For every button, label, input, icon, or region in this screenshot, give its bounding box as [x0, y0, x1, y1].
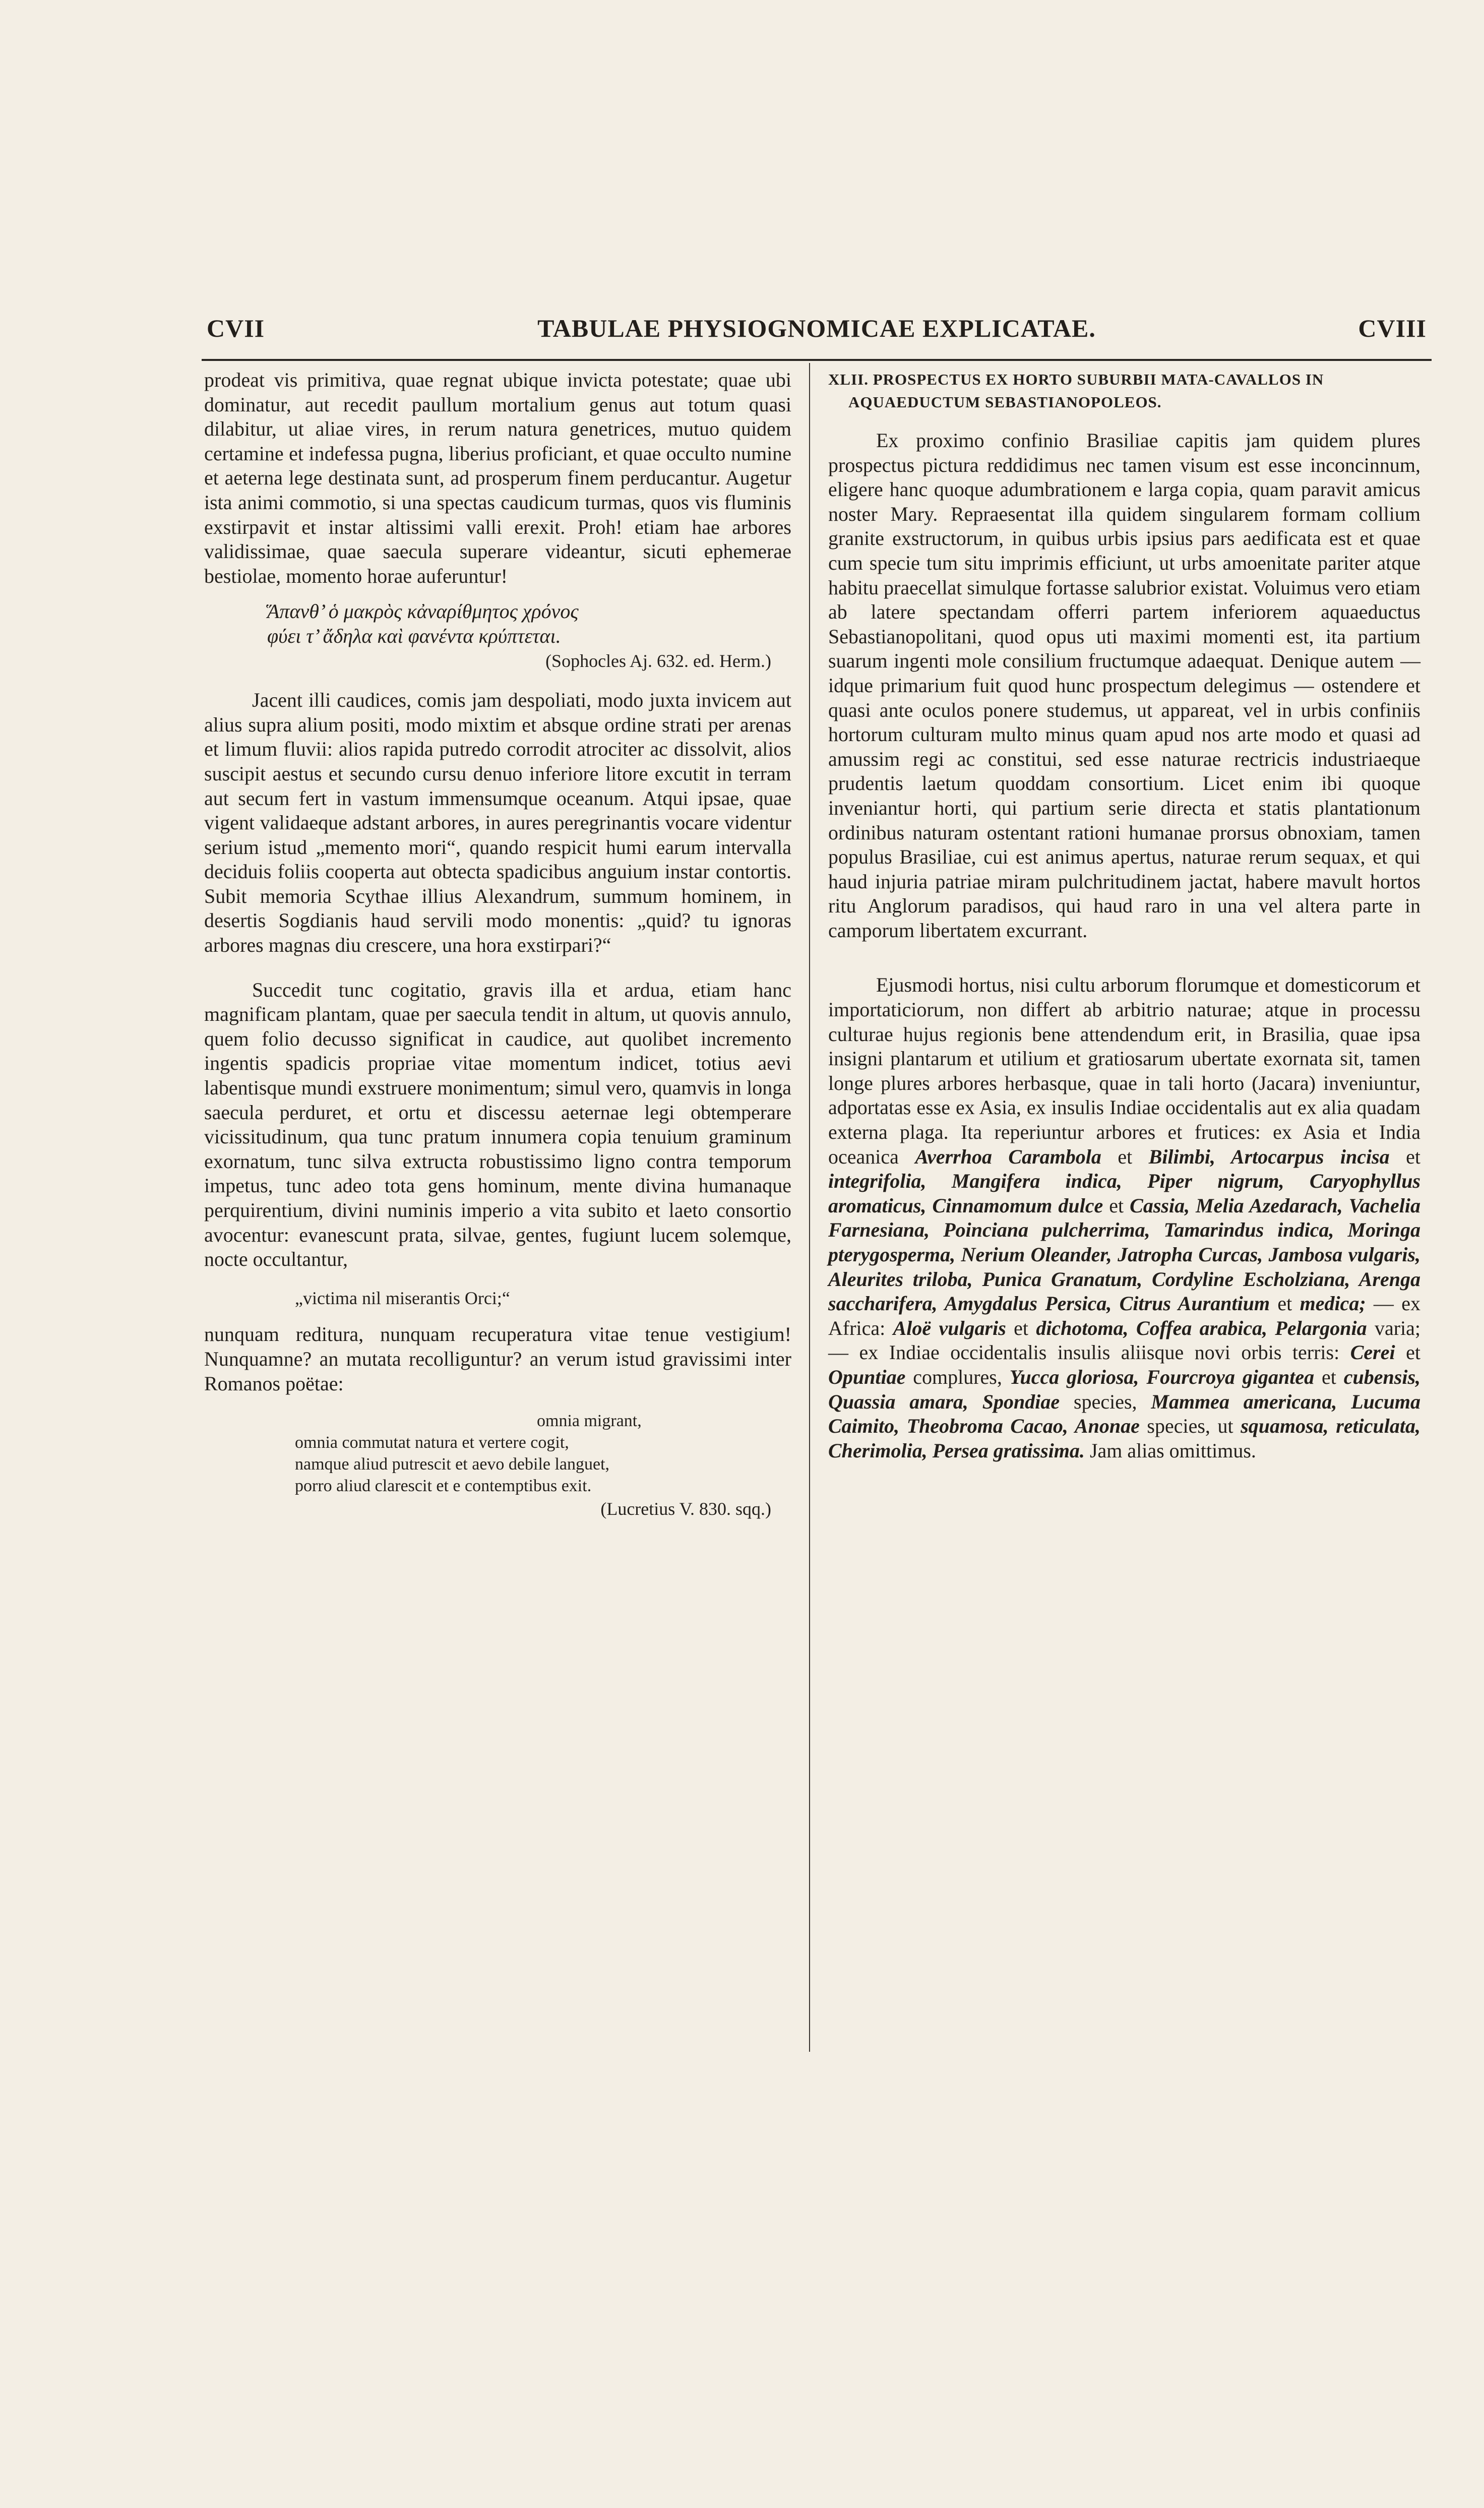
header-rule — [202, 359, 1432, 361]
paragraph: Succedit tunc cogitatio, gravis illa et ardua, etiam hanc magnificam plantam, quae per saecula tendit in altum, ut quovis annulo, quem folio decusso significat in caudice, aut quolibet incremento ingentis spadicis propriae vitae momentum indicet, totius aevi labentisque mundi exstruere monimentum; simul vero, quamvis in longa saecula perduret, et ortu et discessu aeternae legi obtemperare vicissitudinum, qua tunc pratum innumera copia tenuium graminum exornatum, tunc silva extructa robustissimo ligno contra temporum impetus, tunc adeo tota gens hominum, mente divina humanaque perquirentium, divini numinis imperio a vita subito et laeto consortio avocentur: evanescunt prata, silvae, gentes, fugiunt lucem solemque, nocte occultantur, — [204, 978, 791, 1271]
running-title: TABULAE PHYSIOGNOMICAE EXPLICATAE. — [537, 314, 1096, 342]
poem-line: omnia commutat natura et vertere cogit, — [295, 1433, 569, 1452]
paragraph: Ex proximo confinio Brasiliae capitis jam quidem plures prospectus pictura reddidimus nec tamen visum est esse inconcinnum, eligere hanc quoque adumbrationem e larga copia, quam paravit amicus noster Mary. Repraesentat illa quidem singularem formam collium granite exstructorum, in quibus urbis ipsius pars aedificata est et quae cum specie tum situ imprimis efficiunt, ut urbs amoenitate pariter atque habitu praecellat simulque fortasse salubrior existat. Voluimus vero etiam ab latere spectandam offerri partem inferiorem aquaeductus Sebastianopolitani, quod opus uti maximi momenti est, ita partium suarum ingenti mole consilium fructumque adaequat. Denique autem — idque primarium fuit quod hunc prospectum delegimus — ostendere et quasi ante oculos ponere studemus, ut appareat, vel in urbis confiniis hortorum culturam multo minus quam apud nos arte modo et quasi ad amussim regi ac constitui, sed esse naturae rectricis industriaeque prudentis laetum quoddam consortium. Licet enim ibi quoque inveniantur horti, qui partium serie directa et statis plantationum ordinibus naturam ostentant rationi humanae prorsus obnoxiam, tamen populus Brasiliae, cui est animus apertus, naturae rerum sequax, et qui haud injuria patriae miram pulchritudinem jactat, habere mavult hortos ritu Anglorum paradisos, qui haud raro in una vel altera parte in camporum libertatem excurrant. — [828, 429, 1420, 942]
quotation: „victima nil miserantis Orci;“ — [295, 1288, 510, 1308]
page-header — [207, 314, 1427, 349]
poem-line: namque aliud putrescit et aevo debile languet, — [295, 1455, 610, 1474]
heading-line: XLII. PROSPECTUS EX HORTO SUBURBII MATA-CAVALLOS IN — [828, 371, 1324, 388]
heading-line: AQUAEDUCTUM SEBASTIANOPOLEOS. — [848, 393, 1162, 411]
poem-line: omnia migrant, — [537, 1412, 642, 1431]
citation: (Sophocles Aj. 632. ed. Herm.) — [545, 650, 771, 671]
section-heading — [828, 368, 1420, 413]
page-number-left: CVII — [207, 314, 265, 342]
paragraph: Jacent illi caudices, comis jam despoliati, modo juxta invicem aut alius supra alium positi, modo mixtim et absque ordine strati per arenas et limum fluvii: alios rapida putredo corrodit atrociter ac dissolvit, alios suscipit aestus et secundo cursu denuo inferiore litore excutit in terram aut secum fert in vastum immensumque oceanum. Atqui ipsae, quae vigent validaeque adstant arbores, in aures peregrinantis vocare videntur serium istud „memento mori“, quando respicit humi earum intervalla deciduis foliis cooperta aut obtecta spadicibus anguium instar contortis. Subit memoria Scythae illius Alexandrum, summum hominem, in desertis Sogdianis haud servili modo monentis: „quid? tu ignoras arbores magnas diu crescere, una hora exstirpari?“ — [204, 689, 791, 957]
paragraph: prodeat vis primitiva, quae regnat ubique invicta potestate; quae ubi dominatur, aut recedit paullum mortalium genus aut totum quasi dilabitur, ut aliae vires, in rerum natura genetrices, mutuo quidem certamine et indefessa pugna, liberius proficiant, et quae occulto numine et aeterna lege destinata sunt, ad prosperum finem perducantur. Augetur ista animi commotio, si una spectas caudicum turmas, quos vis fluminis exstirpavit et instar altissimi valli erexit. Proh! etiam hae arbores validissimae, quae saecula superare videantur, sicuti ephemerae bestiolae, momento horae auferuntur! — [204, 369, 791, 587]
paragraph: Ejusmodi hortus, nisi cultu arborum florumque et domesticorum et importaticiorum, non differt ab arbitrio naturae; atque in processu culturae hujus regionis bene attendendum erit, in Brasilia, quae ipsa insigni plantarum et utilium et gratiosarum ubertate exornata sit, tamen longe plures arbores herbasque, quae in tali horto (Jacara) inveniuntur, adportatas esse ex Asia, ex insulis Indiae occidentalis aut ex alia quadam externa plaga. Ita reperiuntur arbores et frutices: ex Asia et India oceanica Averrhoa Carambola et Bilimbi, Artocarpus incisa et integrifolia, Mangifera indica, Piper nigrum, Caryophyllus aromaticus, Cinnamomum dulce et Cassia, Melia Azedarach, Vachelia Farnesiana, Poinciana pulcherrima, Tamarindus indica, Moringa pterygosperma, Nerium Oleander, Jatropha Curcas, Jambosa vulgaris, Aleurites triloba, Punica Granatum, Cordyline Escholziana, Arenga saccharifera, Amygdalus Persica, Citrus Aurantium et medica; — ex Africa: Aloë vulgaris et dichotoma, Coffea arabica, Pelargonia varia; — ex Indiae occidentalis insulis aliisque novi orbis terris: Cerei et Opuntiae complures, Yucca gloriosa, Fourcroya gigantea et cubensis, Quassia amara, Spondiae species, Mammea americana, Lucuma Caimito, Theobroma Cacao, Anonae species, ut squamosa, reticulata, Cherimolia, Persea gratissima. Jam alias omittimus. — [828, 973, 1421, 1462]
left-column — [204, 368, 791, 1521]
column-divider — [809, 363, 810, 2052]
page-number-right: CVIII — [1358, 314, 1427, 342]
poem — [295, 1410, 791, 1497]
greek-verse-line: Ἅπανθ’ ὁ μακρὸς κἀναρίθμητος χρόνος — [267, 600, 579, 623]
greek-verse-line: φύει τ’ ἄδηλα καὶ φανέντα κρύπτεται. — [267, 624, 561, 647]
right-column — [828, 368, 1420, 1463]
citation: (Lucretius V. 830. sqq.) — [600, 1499, 771, 1519]
poem-line: porro aliud clarescit et e contemptibus exit. — [295, 1477, 592, 1496]
paragraph: nunquam reditura, nunquam recuperatura vitae tenue vestigium! Nunquamne? an mutata recolliguntur? an verum istud gravissimi inter Romanos poëtae: — [204, 1323, 791, 1395]
